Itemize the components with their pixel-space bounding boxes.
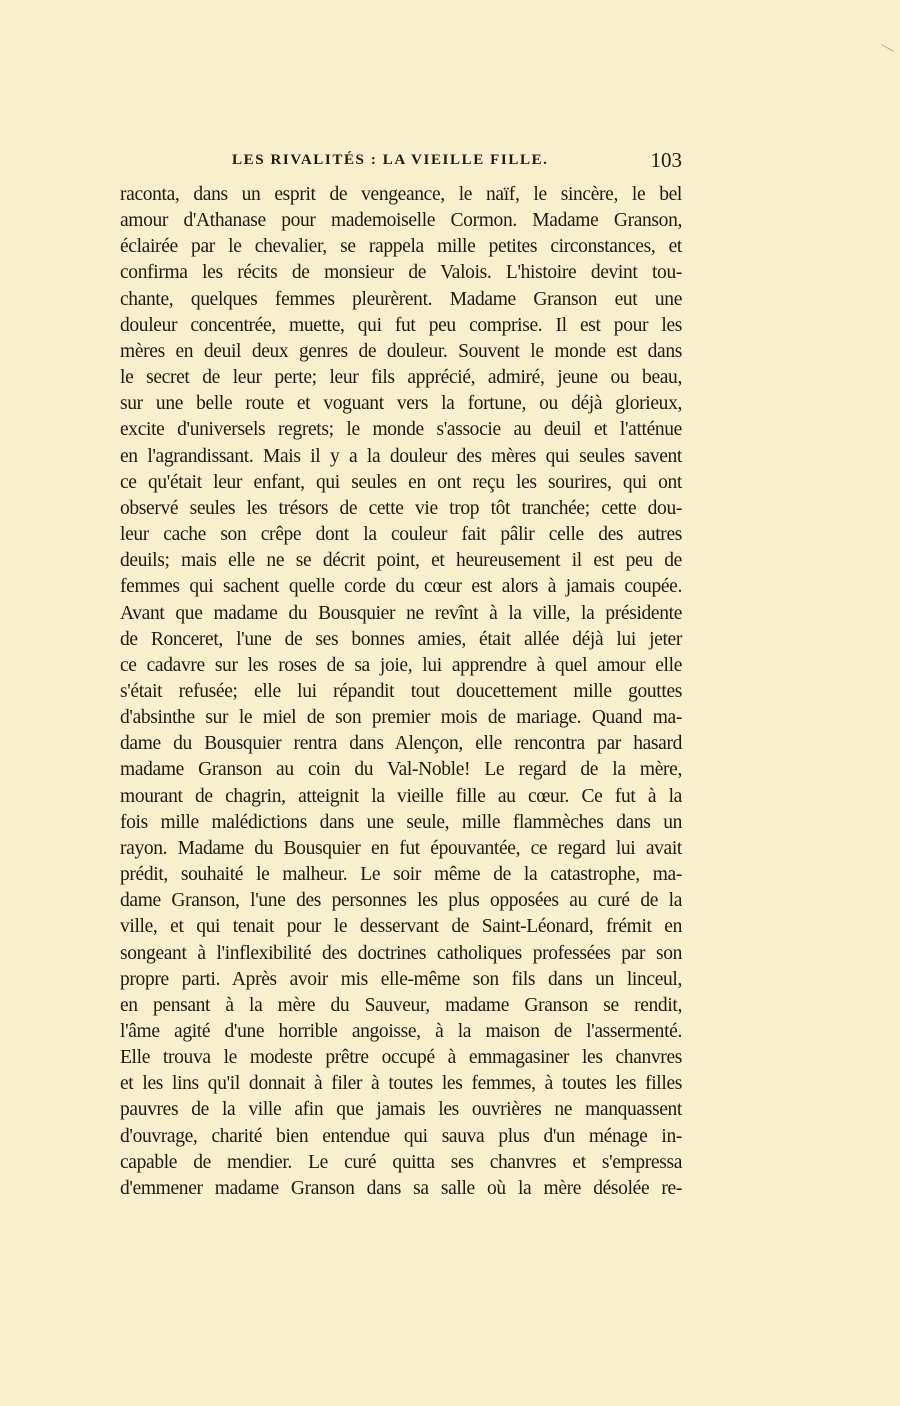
text-line-content: fois mille malédictions dans une seule, mille flammèches dans un — [120, 811, 682, 833]
text-line-content: douleur concentrée, muette, qui fut peu comprise. Il est pour les — [120, 314, 682, 336]
text-line-content: raconta, dans un esprit de vengeance, le naïf, le sincère, le bel — [120, 184, 682, 205]
text-line — [120, 1019, 682, 1045]
text-line-content: éclairée par le chevalier, se rappela mille petites circonstances, et — [120, 236, 682, 258]
text-line — [120, 1124, 682, 1150]
text-line — [120, 653, 682, 679]
text-line-content: d'emmener madame Granson dans sa salle où la mère désolée re- — [120, 1177, 682, 1199]
text-line — [120, 967, 682, 993]
text-line-content: ce cadavre sur les roses de sa joie, lui apprendre à quel amour elle — [120, 654, 682, 676]
text-line — [120, 888, 682, 914]
text-line — [120, 287, 682, 313]
text-line — [120, 679, 682, 705]
text-line-content: amour d'Athanase pour mademoiselle Cormon. Madame Granson, — [120, 210, 682, 232]
text-line — [120, 941, 682, 967]
text-line — [120, 182, 682, 208]
corner-mark: — — [877, 37, 898, 58]
text-line-content: de Ronceret, l'une de ses bonnes amies, était allée déjà lui jeter — [120, 628, 682, 650]
page-header — [120, 148, 682, 176]
text-line-content: prédit, souhaité le malheur. Le soir même de la catastrophe, ma- — [120, 864, 682, 886]
text-line — [120, 627, 682, 653]
text-line-content: l'âme agité d'une horrible angoisse, à la maison de l'assermenté. — [120, 1021, 682, 1042]
text-line — [120, 601, 682, 627]
text-line — [120, 522, 682, 548]
text-line — [120, 1176, 682, 1202]
text-line-content: sur une belle route et voguant vers la fortune, ou déjà glorieux, — [120, 393, 682, 415]
text-line-content: chante, quelques femmes pleurèrent. Madame Granson eut une — [120, 288, 682, 310]
text-line — [120, 208, 682, 234]
text-line-content: observé seules les trésors de cette vie trop tôt tranchée; cette dou- — [120, 497, 682, 519]
running-title: LES RIVALITÉS : LA VIEILLE FILLE. — [232, 152, 549, 168]
text-line — [120, 365, 682, 391]
text-line — [120, 836, 682, 862]
text-line-content: leur cache son crêpe dont la couleur fait pâlir celle des autres — [120, 524, 682, 546]
text-line-content: en l'agrandissant. Mais il y a la douleur des mères qui seules savent — [120, 445, 682, 467]
text-line — [120, 234, 682, 260]
text-line — [120, 862, 682, 888]
text-line — [120, 705, 682, 731]
text-line — [120, 757, 682, 783]
text-line-content: songeant à l'inflexibilité des doctrines catholiques professées par son — [120, 942, 682, 964]
text-line-content: d'ouvrage, charité bien entendue qui sauva plus d'un ménage in- — [120, 1125, 682, 1147]
text-line-content: d'absinthe sur le miel de son premier mois de mariage. Quand ma- — [120, 707, 682, 729]
text-line — [120, 1045, 682, 1071]
text-line — [120, 548, 682, 574]
text-line — [120, 914, 682, 940]
text-line-content: s'était refusée; elle lui répandit tout doucettement mille gouttes — [120, 680, 682, 702]
text-line-content: mères en deuil deux genres de douleur. Souvent le monde est dans — [120, 340, 682, 362]
text-line — [120, 993, 682, 1019]
text-line — [120, 496, 682, 522]
page-number: 103 — [650, 148, 682, 172]
text-line-content: madame Granson au coin du Val-Noble! Le regard de la mère, — [120, 759, 682, 781]
text-line — [120, 339, 682, 365]
text-line-content: mourant de chagrin, atteignit la vieille fille au cœur. Ce fut à la — [120, 785, 682, 807]
text-line — [120, 313, 682, 339]
text-line-content: Elle trouva le modeste prêtre occupé à emmagasiner les chanvres — [120, 1047, 682, 1069]
text-line — [120, 444, 682, 470]
text-line — [120, 260, 682, 286]
text-line-content: en pensant à la mère du Sauveur, madame Granson se rendit, — [120, 994, 682, 1016]
text-line-content: propre parti. Après avoir mis elle-même son fils dans un linceul, — [120, 968, 682, 990]
text-line — [120, 1097, 682, 1123]
text-line-content: femmes qui sachent quelle corde du cœur est alors à jamais coupée. — [120, 576, 682, 598]
text-line — [120, 391, 682, 417]
text-line — [120, 417, 682, 443]
text-line — [120, 784, 682, 810]
text-line — [120, 1071, 682, 1097]
text-line-content: dame Granson, l'une des personnes les plus opposées au curé de la — [120, 890, 682, 912]
text-line-content: Avant que madame du Bousquier ne revînt à la ville, la présidente — [120, 602, 682, 624]
body-text — [120, 182, 682, 1202]
text-line — [120, 470, 682, 496]
text-line-content: capable de mendier. Le curé quitta ses chanvres et s'empressa — [120, 1151, 682, 1173]
text-line-content: confirma les récits de monsieur de Valois. L'histoire devint tou- — [120, 262, 682, 284]
text-line — [120, 1150, 682, 1176]
text-line-content: ce qu'était leur enfant, qui seules en ont reçu les sourires, qui ont — [120, 471, 682, 493]
text-line — [120, 731, 682, 757]
text-line-content: dame du Bousquier rentra dans Alençon, elle rencontra par hasard — [120, 733, 682, 755]
text-line-content: le secret de leur perte; leur fils apprécié, admiré, jeune ou beau, — [120, 367, 682, 389]
text-line-content: pauvres de la ville afin que jamais les ouvrières ne manquassent — [120, 1099, 682, 1121]
text-line — [120, 574, 682, 600]
text-line — [120, 810, 682, 836]
text-line-content: rayon. Madame du Bousquier en fut épouvantée, ce regard lui avait — [120, 837, 682, 859]
text-line-content: deuils; mais elle ne se décrit point, et heureusement il est peu de — [120, 550, 682, 572]
text-line-content: excite d'universels regrets; le monde s'associe au deuil et l'atténue — [120, 419, 682, 441]
text-line-content: ville, et qui tenait pour le desservant de Saint-Léonard, frémit en — [120, 916, 682, 938]
text-line-content: et les lins qu'il donnait à filer à toutes les femmes, à toutes les filles — [120, 1073, 682, 1095]
